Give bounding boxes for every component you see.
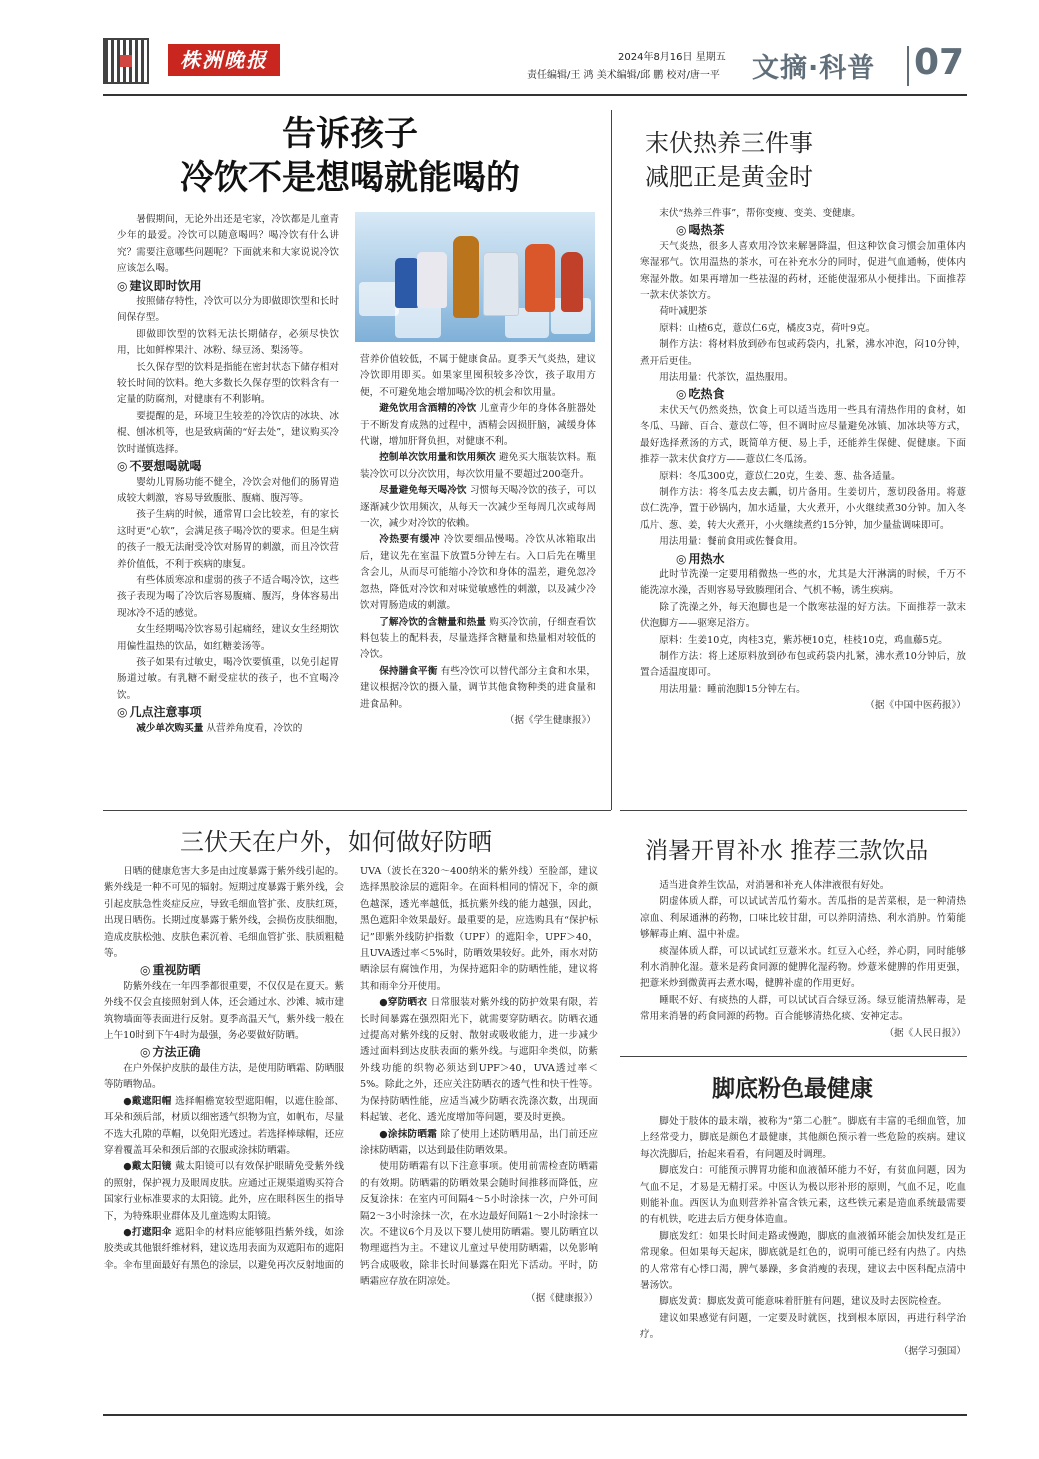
article2-p1: 天气炎热，很多人喜欢用冷饮来解暑降温，但这种饮食习惯会加重体内寒湿邪气。饮用温热的茶水，可在补充水分的同时，促进气血通畅，使体内寒湿外散。如果再增加一些祛湿的药材，还能使湿邪从小便排出。下面推荐一款末伏茶饮方。: [640, 240, 966, 302]
article3-p3: ●戴遮阳帽 选择帽檐宽较型遮阳帽，以遮住脸部、耳朵和颈后部，材质以细密透气织物为宜，如帆布，尽量不选大孔隙的草帽，以免阳光透过。若选择棒球帽，还应穿着覆盖耳朵和颈后部的衣服或涂抹防晒霜。: [104, 1095, 344, 1156]
article1-c2p4: 尽量避免每天喝冷饮 习惯每天喝冷饮的孩子，可以逐渐减少饮用频次，从每天一次减少至每周几次或每周一次，减少对冷饮的依赖。: [360, 485, 596, 530]
article3-c2p3: ●涂抹防晒霜 除了使用上述防晒用品，出门前还应涂抹防晒霜，以达到最佳防晒效果。: [360, 1128, 598, 1156]
article1-source: （据《学生健康报》）: [504, 714, 596, 726]
article2-recipe3-method: 制作方法：将上述原料放到砂布包或药袋内扎紧，沸水煮10分钟后，放置合适温度即可。: [640, 650, 966, 679]
article1-p3: 长久保存型的饮料是指能在密封状态下储存相对较长时间的饮料。绝大多数长久保存型的饮料含有一定量的防腐剂，对健康有不利影响。: [117, 361, 339, 406]
article1-sub1: ◎ 建议即时饮用: [117, 278, 339, 294]
article4-title: 消暑开胃补水 推荐三款饮品: [645, 838, 929, 864]
article1-c2p1: 营养价值较低，不属于健康食品。夏季天气炎热，建议冷饮即用即买。如果家里囤积较多冷饮，孩子取用方便，不可避免地会增加喝冷饮的机会和饮用量。: [360, 354, 596, 398]
article3-p4: ●戴太阳镜 戴太阳镜可以有效保护眼睛免受紫外线的照射，保护视力及眼周皮肤。应通过正规渠道购买符合国家行业标准要求的太阳镜。此外，应在眼科医生的指导下，为特殊职业群体及儿童选购太阳镜。: [104, 1161, 344, 1222]
article1-col2: [360, 352, 596, 729]
article5-source: （据学习强国）: [898, 1345, 966, 1357]
article4-source: （据《人民日报》）: [884, 1027, 966, 1039]
article2-recipe2-ing: 原料：冬瓜300克，薏苡仁20克，生姜、葱、盐各适量。: [659, 470, 901, 482]
article1-p2: 即做即饮型的饮料无法长期储存，必须尽快饮用，比如鲜榨果汁、冰粉、绿豆汤、梨汤等。: [117, 328, 339, 357]
qr-code: [103, 38, 149, 84]
article2-title-line2: 减肥正是黄金时: [645, 163, 813, 191]
article2-recipe1-ing: 原料：山楂6克，薏苡仁6克，橘皮3克，荷叶9克。: [659, 322, 876, 334]
article1-p10: 减少单次购买量 从营养角度看，冷饮的: [136, 722, 303, 734]
article1-sub2: ◎ 不要想喝就喝: [117, 458, 339, 474]
editors-line: 责任编辑/王 鸿 美术编辑/邱 鹏 校对/唐一平: [527, 70, 720, 81]
article1-p5: 婴幼儿胃肠功能不健全，冷饮会对他们的肠胃造成较大刺激，容易导致腹胀、腹痛、腹泻等。: [117, 476, 339, 504]
article2-title-line1: 末伏热养三件事: [645, 129, 813, 157]
article3-c2p1: UVA（波长在320～400纳米的紫外线）至脸部，建议选择黑胶涂层的遮阳伞。在面料相同的情况下，伞的颜色越深，透光率越低，抵抗紫外线的能力越强，因此，黑色遮阳伞效果最好。最重要的是，应选购具有“保护标记”即紫外线防护指数（UPF）的遮阳伞，UPF＞40，且UVA透过率＜5%时，防晒效果较好。此外，雨水对防晒涂层有腐蚀作用，为保持遮阳伞的防晒性能，建议将其和雨伞分开使用。: [360, 866, 598, 992]
article1-intro: 暑假期间，无论外出还是宅家，冷饮都是儿童青少年的最爱。冷饮可以随意喝吗？喝冷饮有什么讲究？需要注意哪些问题呢？下面就来和大家说说冷饮应该怎么喝。: [117, 214, 339, 275]
article1-title-line2: 冷饮不是想喝就能喝的: [180, 158, 520, 198]
article3-col2: [360, 864, 598, 1307]
issue-date: 2024年8月16日 星期五: [618, 52, 726, 63]
article1-p7: 有些体质寒凉和虚弱的孩子不适合喝冷饮，这些孩子表现为喝了冷饮后容易腹痛、腹泻，身体容易出现冰冷不适的感觉。: [117, 574, 339, 619]
article2-intro: 末伏“热养三件事”，帮你变瘦、变美、变健康。: [659, 208, 861, 219]
article1-sub3: ◎ 几点注意事项: [117, 704, 339, 720]
article2-recipe3-use: 用法用量：睡前泡脚15分钟左右。: [659, 683, 806, 695]
header-rule: [103, 94, 967, 96]
article3-title: 三伏天在户外，如何做好防晒: [180, 828, 492, 856]
article5-p4: 脚底发黄：脚底发黄可能意味着肝脏有问题，建议及时去医院检查。: [659, 1296, 947, 1308]
article3-p1: 防紫外线在一年四季都很重要，不仅仅是在夏天。紫外线不仅会直接照射到人体，还会通过水、沙滩、城市建筑物墙面等表面进行反射。夏季高温天气，紫外线一般在上午10时到下午4时为最强，务必要做好防晒。: [104, 980, 344, 1042]
article2-sub1: ◎ 喝热茶: [676, 222, 966, 238]
article1-c2p7: 保持膳食平衡 有些冷饮可以替代部分主食和水果，建议根据冷饮的摄入量，调节其他食物种类的进食量和进食品种。: [360, 665, 596, 710]
article1-c2p2: 避免饮用含酒精的冷饮 儿童青少年的身体各脏器处于不断发育成熟的过程中，酒精会因损肝脑，减缓身体代谢，增加肝肾负担，对健康不利。: [360, 403, 596, 448]
article4-p1: 适当进食养生饮品，对消暑和补充人体津液很有好处。: [659, 880, 890, 891]
article3-sub2: ◎ 方法正确: [140, 1044, 344, 1060]
article3-source: （据《健康报》）: [526, 1292, 598, 1304]
article2-source: （据《中国中医药报》）: [865, 700, 966, 712]
article2-recipe2-use: 用法用量：餐前食用或佐餐食用。: [659, 536, 804, 548]
column-divider: [611, 110, 612, 810]
footer-rule: [103, 1414, 967, 1416]
article1-title: [135, 112, 565, 200]
article4-p2: 阴虚体质人群，可以试试苦瓜竹菊水。苦瓜指的是苦菜根，是一种清热凉血、利尿通淋的药物，口味比较甘甜，可以养阴清热、利水消肿。竹菊能够解毒止痢、温中补虚。: [640, 896, 966, 941]
page-number: 07: [914, 42, 965, 83]
article3-intro: 日晒的健康危害大多是由过度暴露于紫外线引起的。紫外线是一种不可见的辐射。短期过度暴露于紫外线，会引起皮肤急性炎症反应，导致毛细血管扩张、皮肤红斑，出现日晒伤。长期过度暴露于紫外线，会损伤皮肤细胞，造成皮肤松弛、皮肤色素沉着、毛细血管扩张、肤质粗糙等。: [104, 866, 344, 960]
article4-p3: 痰湿体质人群，可以试试红豆薏米水。红豆入心经，养心阴，同时能够利水消肿化湿。薏米是药食同源的健脾化湿药物。炒薏米健脾的作用更强，把薏米炒到微黄再去煮水喝，健脾补虚的作用更好。: [640, 945, 966, 990]
article2-p3: 此时节洗澡一定要用稍微热一些的水，尤其是大汗淋漓的时候，千万不能洗凉水澡，否则容易导致腠理闭合、气机不畅，诱生疾病。: [640, 568, 966, 597]
article5-p5: 建议如果感觉有问题，一定要及时就医，找到根本原因，再进行科学治疗。: [640, 1312, 966, 1341]
section-rule-right-2: [620, 1056, 967, 1057]
article1-p9: 孩子如果有过敏史，喝冷饮要慎重，以免引起胃肠道过敏。有乳糖不耐受症状的孩子，也不宜喝冷饮。: [117, 656, 339, 701]
cold-drinks-photo: [355, 212, 595, 342]
article2-recipe3-ing: 原料：生姜10克，肉桂3克，紫苏梗10克，桂枝10克，鸡血藤5克。: [659, 634, 948, 646]
article1-c2p6: 了解冷饮的含糖量和热量 购买冷饮前，仔细查看饮料包装上的配料表，尽量选择含糖量和热量相对较低的冷饮。: [360, 616, 596, 661]
article2-p4: 除了洗澡之外，每天泡脚也是一个散寒祛湿的好方法。下面推荐一款末伏泡脚方——驱寒足浴方。: [640, 601, 966, 630]
article3-c2p4: 使用防晒霜有以下注意事项。使用前需检查防晒霜的有效期。防晒霜的防晒效果会随时间推移而降低，应反复涂抹：在室内可间隔4～5小时涂抹一次，户外可间隔2～3小时涂抹一次，在水边最好间隔1～2小时涂抹一次。不建议6个月及以下婴儿使用防晒霜。婴儿防晒宜以物理遮挡为主。不建议儿童过早使用防晒霜，以免影响钙合成吸收，除非长时间暴露在阳光下活动。平时，防晒霜应存放在阴凉处。: [360, 1161, 598, 1288]
article2-sub2: ◎ 吃热食: [676, 386, 966, 402]
article3-col1: [104, 864, 344, 1274]
article5-title: 脚底粉色最健康: [712, 1075, 873, 1102]
section-rule-left: [103, 810, 611, 811]
article4-body: [640, 878, 966, 1042]
article2-title: [645, 126, 813, 194]
article2-body: [640, 206, 966, 715]
article5-p2: 脚底发白：可能预示脾胃功能和血液循环能力不好，有贫血问题，因为气血不足，才易是无精打采。中医认为极以形补形的原则，气血不足，吃血则能补血。西医认为血则营养补富含铁元素，这些铁元素是造血系统最需要的有机铁，吃进去后方便身体造血。: [640, 1165, 966, 1226]
article2-sub3: ◎ 用热水: [676, 551, 966, 567]
article5-body: [640, 1114, 966, 1360]
article3-p2: 在户外保护皮肤的最佳方法，是使用防晒霜、防晒服等防晒物品。: [104, 1062, 344, 1091]
article3-sub1: ◎ 重视防晒: [140, 962, 344, 978]
article2-recipe1-use: 用法用量：代茶饮，温热服用。: [659, 372, 794, 384]
article4-p4: 睡眠不好、有痰热的人群，可以试试百合绿豆汤。绿豆能清热解毒，是常用来消暑的药食同源的药物。百合能够清热化痰、安神定志。: [640, 994, 966, 1023]
article5-p1: 脚处于肢体的最末端，被称为“第二心脏”。脚底有丰富的毛细血管，加上经常受力，脚底是颜色才最健康，其他颜色预示着一些危险的疾病。建议每次洗脚后，抬起来看看，有问题及时调理。: [640, 1116, 966, 1160]
newspaper-logo: 株洲晚报: [168, 44, 280, 76]
article3-c2p2: ●穿防晒衣 日常服装对紫外线的防护效果有限，若长时间暴露在强烈阳光下，就需要穿防晒衣。防晒衣通过提高对紫外线的反射、散射或吸收能力，进一步减少透过面料到达皮肤表面的紫外线。与遮阳伞类似，防紫外线功能的织物必须达到UPF＞40，UVA透过率＜5%。除此之外，还应关注防晒衣的透气性和快干性等。为保持防晒性能，应适当减少防晒衣洗涤次数，出现面料起皱、老化、透光度增加等问题，要及时更换。: [360, 997, 598, 1124]
section-rule-right: [620, 810, 967, 811]
article1-p8: 女生经期喝冷饮容易引起痛经，建议女生经期饮用偏性温热的饮品，如红糖姜汤等。: [117, 624, 339, 652]
article2-p2: 末伏天气仍然炎热，饮食上可以适当选用一些具有清热作用的食材，如冬瓜、马蹄、百合、薏苡仁等，但不调时应尽量避免冰镇、加冰块等方式，最好选择煮汤的方式，既简单方便、易上手，还能养生保健、促健康。下面推荐一款末伏食疗方——薏苡仁冬瓜汤。: [640, 404, 966, 466]
article2-recipe1-name: 荷叶减肥茶: [659, 306, 708, 318]
section-name: 文摘·科普: [752, 53, 876, 84]
article2-recipe2-method: 制作方法：将冬瓜去皮去瓤，切片备用。生姜切片，葱切段备用。将薏苡仁洗净，置于砂锅内，加水适量，大火煮开，小火继续煮30分钟。加入冬瓜片、葱、姜，转大火煮开，小火继续煮约15分钟，加少量盐调味即可。: [640, 486, 966, 531]
article1-p6: 孩子生病的时候，通常胃口会比较差，有的家长这时更“心软”，会满足孩子喝冷饮的要求。但是生病的孩子一般无法耐受冷饮对肠胃的刺激，而且冷饮营养价值低，不利于疾病的康复。: [117, 509, 339, 570]
article3-p5: ●打遮阳伞 遮阳伞的材料应能够阻挡紫外线，如涂胶类或其他银纤维材料，建议选用表面为双遮阳布的遮阳伞。伞布里面最好有黑色的涂层，以避免再次反射地面的: [104, 1226, 344, 1271]
article1-p1: 按照储存特性，冷饮可以分为即做即饮型和长时间保存型。: [117, 296, 339, 324]
article2-recipe1-method: 制作方法：将材料放到砂布包或药袋内，扎紧，沸水冲泡，闷10分钟，煮开后更佳。: [640, 339, 966, 367]
article5-p3: 脚底发红：如果长时间走路或慢跑，脚底的血液循环能会加快发红是正常现象。但如果每天起床，脚底就是红色的，说明可能已经有内热了。内热的人常常有心悸口渴，脾气暴躁，多食消瘦的表现，建议去中医科配点清中暑汤饮。: [640, 1230, 966, 1292]
article1-c2p3: 控制单次饮用量和饮用频次 避免买大瓶装饮料。瓶装冷饮可以分次饮用，每次饮用量不要超过200毫升。: [360, 452, 596, 480]
header-divider: [907, 46, 909, 86]
article1-title-line1: 告诉孩子: [282, 114, 418, 154]
article1-c2p5: 冷热要有缓冲 冷饮要细品慢喝。冷饮从冰箱取出后，建议先在室温下放置5分钟左右。入口后先在嘴里含会儿，从而尽可能缩小冷饮和身体的温差，避免忽冷忽热，降低对冷饮和对味觉敏感性的刺激，以及减少冷饮对胃肠造成的刺激。: [360, 534, 596, 612]
article1-col1: [117, 212, 339, 737]
article1-p4: 要提醒的是，环境卫生较差的冷饮店的冰块、冰棍、刨冰机等，也是致病菌的“好去处”，建议购买冷饮时谨慎选择。: [117, 410, 339, 455]
